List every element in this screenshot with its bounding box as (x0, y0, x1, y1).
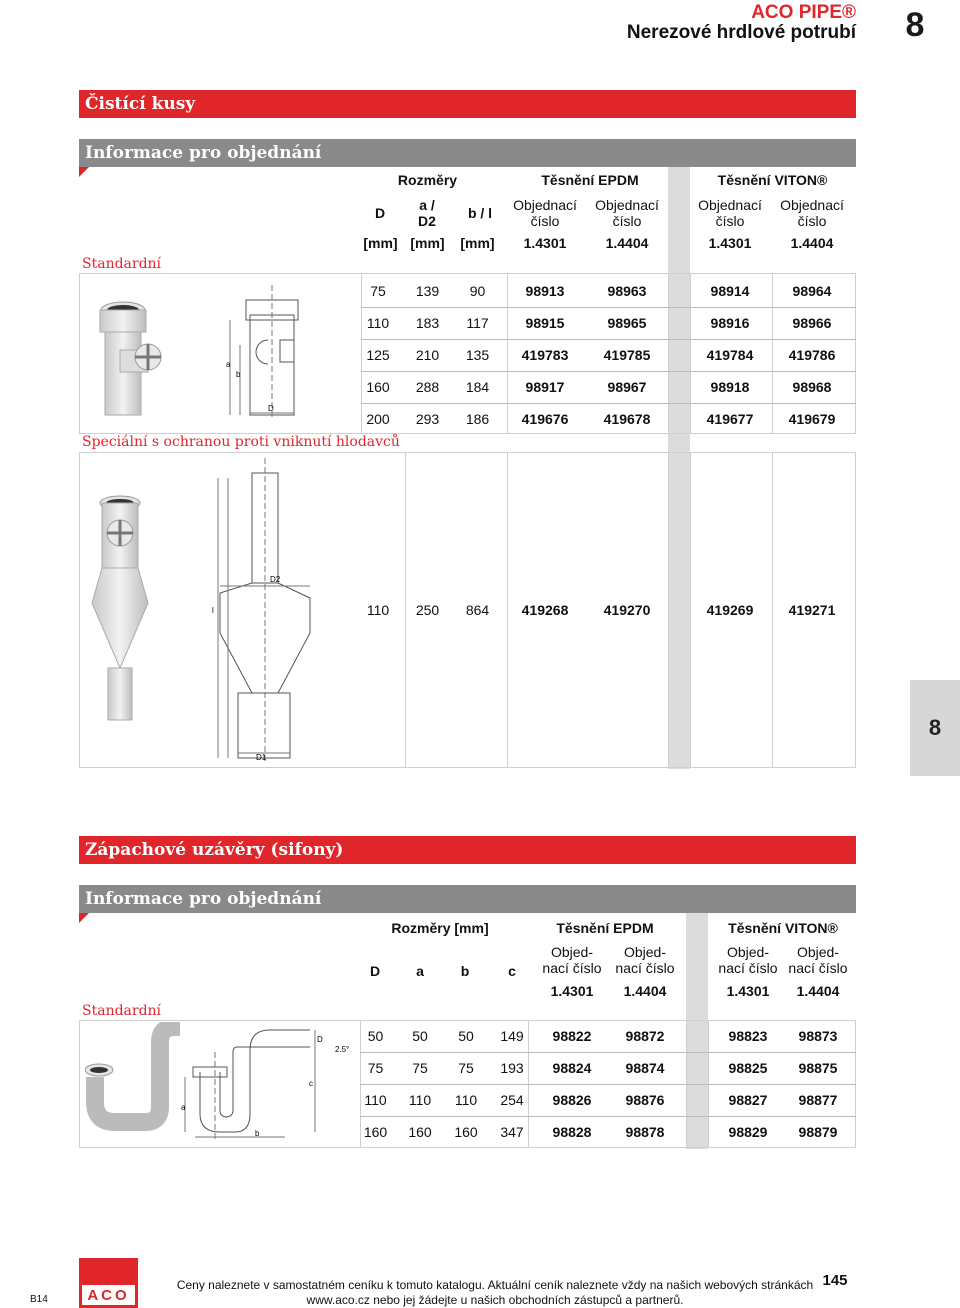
table-cell: 160 (366, 379, 390, 395)
page-number: 145 (822, 1272, 848, 1289)
header-D: D (374, 205, 386, 221)
table-cell: 98916 (710, 315, 750, 331)
table-cell: 183 (415, 315, 440, 331)
table-cell: 98967 (607, 379, 647, 395)
divider (668, 273, 669, 434)
table-cell: 98823 (728, 1028, 768, 1044)
order-info-bar-2: Informace pro objednání (79, 885, 856, 913)
dim-label-a: a (226, 360, 231, 369)
header-order-2-1: Objed- nací číslo (542, 944, 602, 976)
table-cell: 110 (366, 602, 390, 618)
table-cell: 98822 (552, 1028, 592, 1044)
material-epdm-1: 1.4301 (523, 235, 567, 251)
dim-label-c-2: c (309, 1079, 313, 1088)
header-D-2: D (369, 963, 381, 979)
logo-text: ACO (87, 1287, 130, 1304)
header-order-epdm-2: Objednací číslo (595, 197, 659, 229)
table-cell: 419270 (603, 602, 651, 618)
header-a-2: a (416, 963, 424, 979)
table-cell: 186 (465, 411, 490, 427)
page-subtitle: Nerezové hrdlové potrubí (626, 22, 856, 43)
chapter-number: 8 (870, 0, 960, 50)
material-viton-1: 1.4301 (708, 235, 752, 251)
table-cell: 98968 (792, 379, 832, 395)
dim-label-l: l (212, 606, 214, 615)
trap-drawing (85, 1022, 355, 1142)
category-standard: Standardní (82, 256, 162, 272)
brand-title: ACO PIPE® (751, 2, 856, 23)
order-info-bar: Informace pro objednání (79, 139, 856, 167)
table-cell: 110 (408, 1092, 432, 1108)
row-divider (360, 1052, 856, 1053)
table-cell: 98966 (792, 315, 832, 331)
table-cell: 419271 (788, 602, 836, 618)
corner-marker (79, 913, 89, 923)
table-cell: 98829 (728, 1124, 768, 1140)
table-cell: 160 (408, 1124, 432, 1140)
table-cell: 75 (370, 283, 386, 299)
table-cell: 117 (466, 315, 489, 331)
table-cell: 98874 (625, 1060, 665, 1076)
dim-label-D2: D2 (270, 575, 281, 584)
material-2-2: 1.4404 (623, 983, 667, 999)
header-epdm: Těsnění EPDM (541, 172, 639, 188)
row-divider (360, 1084, 856, 1085)
dim-label-D1: D1 (256, 753, 267, 762)
row-divider (361, 339, 856, 340)
table-cell: 200 (366, 411, 390, 427)
table-cell: 75 (412, 1060, 428, 1076)
table-cell: 419678 (603, 411, 651, 427)
header-dimensions: Rozměry (397, 172, 458, 188)
header-order-2-2: Objed- nací číslo (615, 944, 675, 976)
table-cell: 288 (415, 379, 440, 395)
category-special: Speciální s ochranou proti vniknutí hlodavců (82, 434, 400, 450)
table-cell: 135 (465, 347, 490, 363)
table-cell: 160 (363, 1124, 388, 1140)
rodent-protection-drawing (90, 458, 400, 763)
table-cell: 98873 (798, 1028, 838, 1044)
table-cell: 98915 (525, 315, 565, 331)
header-b-2: b (460, 963, 470, 979)
table-cell: 98964 (792, 283, 832, 299)
table-cell: 419676 (521, 411, 569, 427)
table-cell: 419269 (706, 602, 754, 618)
header-viton: Těsnění VITON® (717, 172, 828, 188)
section-title-traps: Zápachové uzávěry (sifony) (79, 836, 856, 864)
table-cell: 254 (500, 1092, 524, 1108)
table-cell: 75 (458, 1060, 474, 1076)
row-divider (361, 307, 856, 308)
material-epdm-2: 1.4404 (605, 235, 649, 251)
table-cell: 98828 (552, 1124, 592, 1140)
table-cell: 864 (465, 602, 490, 618)
table-cell: 110 (454, 1092, 478, 1108)
chapter-side-tab: 8 (910, 680, 960, 776)
material-viton-2: 1.4404 (790, 235, 834, 251)
row-divider (360, 1116, 856, 1117)
dim-label-b-2: b (255, 1129, 260, 1138)
header-order-2-4: Objed- nací číslo (788, 944, 848, 976)
unit-D: [mm] (363, 235, 398, 251)
dim-label-b: b (236, 370, 241, 379)
table-cell: 149 (500, 1028, 524, 1044)
table-cell: 98826 (552, 1092, 592, 1108)
table-cell: 110 (366, 315, 390, 331)
table-cell: 98875 (798, 1060, 838, 1076)
table-cell: 419268 (521, 602, 569, 618)
cleaning-piece-drawing (90, 285, 360, 425)
table-cell: 98877 (798, 1092, 838, 1108)
unit-b: [mm] (460, 235, 495, 251)
footer-line-2: www.aco.cz nebo jej žádejte u našich obchodních zástupců a partnerů. (306, 1293, 684, 1307)
table-cell: 50 (458, 1028, 474, 1044)
table-cell: 419677 (706, 411, 754, 427)
row-divider (361, 371, 856, 372)
table-cell: 98878 (625, 1124, 665, 1140)
table-cell: 98825 (728, 1060, 768, 1076)
row-divider (361, 403, 856, 404)
table-cell: 419786 (788, 347, 836, 363)
material-2-1: 1.4301 (550, 983, 594, 999)
header-order-viton-1: Objednací číslo (698, 197, 762, 229)
footer-text (175, 1278, 815, 1308)
category-standard-2: Standardní (82, 1003, 162, 1019)
table-cell: 125 (366, 347, 390, 363)
table-cell: 98879 (798, 1124, 838, 1140)
section-title-cleaning: Čistící kusy (79, 90, 856, 118)
header-order-2-3: Objed- nací číslo (718, 944, 778, 976)
table-cell: 419679 (788, 411, 836, 427)
table-cell: 160 (454, 1124, 478, 1140)
header-c-2: c (508, 963, 516, 979)
header-b-l: b / l (467, 205, 493, 221)
material-2-4: 1.4404 (796, 983, 840, 999)
table-cell: 184 (465, 379, 490, 395)
table-cell: 98963 (607, 283, 647, 299)
aco-logo (79, 1258, 138, 1308)
table-cell: 50 (367, 1028, 384, 1044)
footer-line-1: Ceny naleznete v samostatném ceníku k tomuto katalogu. Aktuální ceník naleznete vždy na našich webových stránkách (176, 1278, 814, 1292)
header-a-d2: a / D2 (418, 197, 436, 229)
header-order-viton-2: Objednací číslo (780, 197, 844, 229)
table-cell: 98824 (552, 1060, 592, 1076)
table-cell: 98872 (625, 1028, 665, 1044)
dim-label-D: D (268, 404, 274, 413)
table-cell: 347 (500, 1124, 524, 1140)
corner-marker (79, 167, 89, 177)
table-cell: 419784 (706, 347, 754, 363)
divider (668, 452, 669, 768)
table-cell: 98918 (710, 379, 750, 395)
table-cell: 250 (415, 602, 440, 618)
table-cell: 98917 (525, 379, 565, 395)
header-viton-2: Těsnění VITON® (728, 920, 838, 936)
table-cell: 110 (364, 1092, 387, 1108)
table-cell: 98827 (728, 1092, 768, 1108)
table-cell: 90 (469, 283, 486, 299)
table-cell: 293 (415, 411, 440, 427)
table-cell: 98914 (710, 283, 750, 299)
table-cell: 139 (415, 283, 440, 299)
page-code: B14 (30, 1294, 48, 1305)
dim-label-D-2: D (317, 1035, 323, 1044)
table-cell: 210 (415, 347, 440, 363)
header-dimensions-2: Rozměry [mm] (391, 920, 489, 936)
header-epdm-2: Těsnění EPDM (556, 920, 654, 936)
table-cell: 98913 (525, 283, 565, 299)
table-cell: 419783 (521, 347, 569, 363)
header-order-epdm-1: Objednací číslo (513, 197, 577, 229)
angle-label: 2.5° (335, 1045, 350, 1054)
material-2-3: 1.4301 (726, 983, 770, 999)
unit-a: [mm] (410, 235, 445, 251)
table-cell: 193 (500, 1060, 524, 1076)
dim-label-a-2: a (181, 1103, 186, 1112)
table-cell: 75 (367, 1060, 384, 1076)
table-cell: 50 (412, 1028, 428, 1044)
table-cell: 98876 (625, 1092, 665, 1108)
table-cell: 419785 (603, 347, 651, 363)
table-cell: 98965 (607, 315, 647, 331)
